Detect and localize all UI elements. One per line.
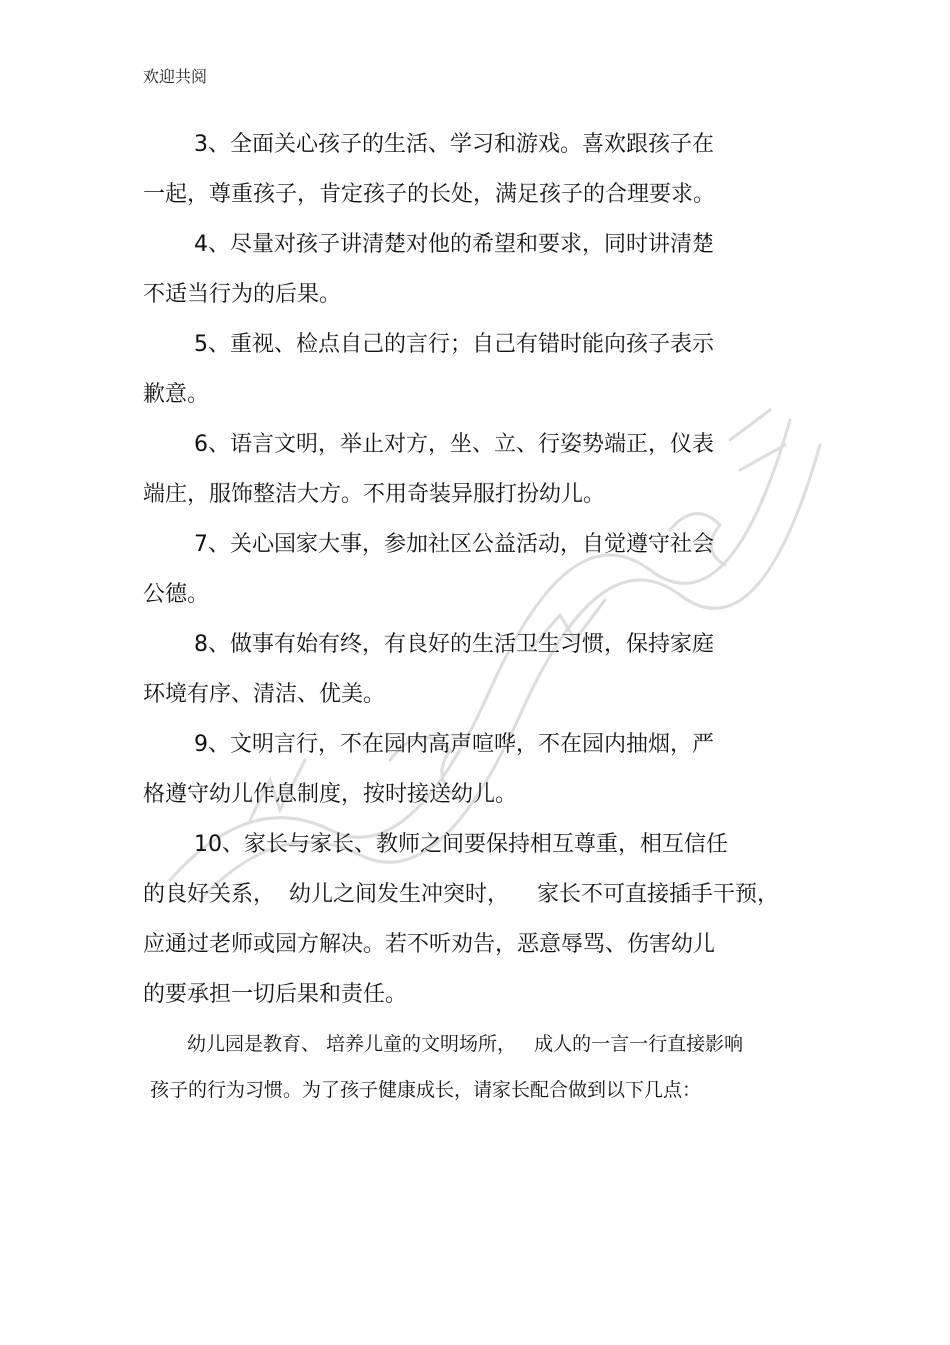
item-8-line-1: 8、做事有始有终，有良好的生活卫生习惯，保持家庭 — [194, 632, 714, 657]
item-6-line-1: 6、语言文明，举止对方，坐、立、行姿势端正，仪表 — [194, 432, 714, 457]
item-4-line-2: 不适当行为的后果。 — [143, 282, 342, 307]
item-10-line-1: 10、家长与家长、教师之间要保持相互尊重，相互信任 — [194, 832, 728, 857]
intro-line-2: 孩子的行为习惯。为了孩子健康成长，请家长配合做到以下几点： — [150, 1079, 702, 1101]
item-9-line-2: 格遵守幼儿作息制度，按时接送幼儿。 — [143, 782, 518, 807]
item-5-line-1: 5、重视、检点自己的言行；自己有错时能向孩子表示 — [194, 332, 714, 357]
item-3-line-2: 一起，尊重孩子，肯定孩子的长处，满足孩子的合理要求。 — [143, 182, 716, 207]
item-6-line-2: 端庄，服饰整洁大方。不用奇装异服打扮幼儿。 — [143, 482, 606, 507]
page-header: 欢迎共阅 — [143, 67, 208, 86]
item-8-line-2: 环境有序、清洁、优美。 — [143, 682, 386, 707]
item-4-line-1: 4、尽量对孩子讲清楚对他的希望和要求，同时讲清楚 — [194, 232, 714, 257]
item-10-line-3: 应通过老师或园方解决。若不听劝告，恶意辱骂、伤害幼儿 — [143, 932, 716, 957]
item-10-line-2: 的良好关系， 幼儿之间发生冲突时， 家长不可直接插手干预， — [143, 882, 779, 907]
item-9-line-1: 9、文明言行，不在园内高声喧哗，不在园内抽烟，严 — [194, 732, 714, 757]
intro-line-1: 幼儿园是教育、 培养儿童的文明场所， 成人的一言一行直接影响 — [187, 1033, 744, 1055]
item-10-line-4: 的要承担一切后果和责任。 — [143, 982, 408, 1007]
item-5-line-2: 歉意。 — [143, 382, 210, 407]
item-3-line-1: 3、全面关心孩子的生活、学习和游戏。喜欢跟孩子在 — [194, 132, 714, 157]
item-7-line-1: 7、关心国家大事，参加社区公益活动，自觉遵守社会 — [194, 532, 714, 557]
item-7-line-2: 公德。 — [143, 582, 210, 607]
